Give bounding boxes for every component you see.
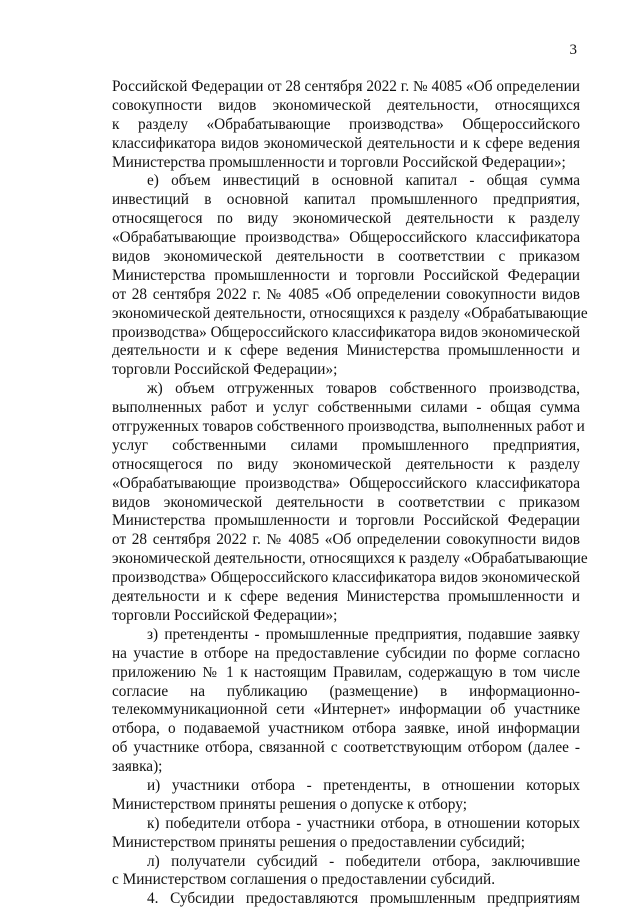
text-line: Министерством приняты решения о допуске к отбору; — [112, 795, 467, 813]
text-line: л) получатели субсидий - победители отбора, заключившие — [147, 852, 580, 870]
text-line: от 28 сентября 2022 г. № 4085 «Об определении совокупности видов — [112, 531, 580, 549]
text-line: з) претенденты - промышленные предприятия, подавшие заявку — [147, 625, 580, 643]
text-line: от 28 сентября 2022 г. № 4085 «Об определении совокупности видов — [112, 285, 580, 303]
paragraph-p-4 — [112, 890, 580, 909]
text-line: видов экономической деятельности в соответствии с приказом — [112, 493, 580, 511]
text-line: «Обрабатывающие производства» Общероссийского классификатора — [112, 229, 580, 247]
paragraph-p-k — [112, 815, 580, 853]
text-line: классификатора видов экономической деятельности и к сфере ведения — [112, 134, 580, 152]
document-body — [112, 78, 588, 909]
text-line: к) победители отбора - участники отбора, в отношении которых — [147, 814, 580, 832]
text-line: услуг собственными силами промышленного предприятия, — [112, 436, 580, 454]
text-line: экономической деятельности, относящихся к разделу «Обрабатывающие — [112, 304, 588, 322]
text-line: телекоммуникационной сети «Интернет» информации об участнике — [112, 701, 580, 719]
text-line: относящегося по виду экономической деятельности к разделу — [112, 210, 580, 228]
text-line: торговли Российской Федерации»; — [112, 606, 338, 624]
paragraph-p-continuation — [112, 78, 580, 172]
text-line: относящегося по виду экономической деятельности к разделу — [112, 455, 580, 473]
text-line: ж) объем отгруженных товаров собственного производства, — [147, 380, 580, 398]
text-line: экономической деятельности, относящихся к разделу «Обрабатывающие — [112, 550, 588, 568]
paragraph-p-zh — [112, 380, 588, 626]
text-line: на участие в отборе на предоставление субсидии по форме согласно — [112, 644, 580, 662]
text-line: об участнике отбора, связанной с соответствующим отбором (далее - — [112, 739, 580, 757]
text-line: заявка); — [112, 758, 163, 776]
text-line: видов экономической деятельности в соответствии с приказом — [112, 248, 580, 266]
paragraph-p-l — [112, 853, 580, 891]
text-line: производства» Общероссийского классификатора видов экономической — [112, 569, 581, 587]
text-line: и) участники отбора - претенденты, в отношении которых — [147, 776, 580, 794]
paragraph-p-z — [112, 626, 580, 777]
page-number: 3 — [569, 42, 577, 58]
text-line: отбора, о подаваемой участником отбора заявке, иной информации — [112, 720, 580, 738]
text-line: согласие на публикацию (размещение) в информационно- — [112, 682, 580, 700]
text-line: Министерством приняты решения о предоставлении субсидий; — [112, 833, 525, 851]
text-line: Министерства промышленности и торговли Российской Федерации»; — [112, 153, 566, 171]
text-line: деятельности и к сфере ведения Министерства промышленности и — [112, 588, 580, 606]
text-line: отгруженных товаров собственного производства, выполненных работ и — [112, 418, 585, 436]
text-line: е) объем инвестиций в основной капитал - общая сумма — [147, 172, 580, 190]
text-line: инвестиций в основной капитал промышленного предприятия, — [112, 191, 580, 209]
text-line: «Обрабатывающие производства» Общероссийского классификатора — [112, 474, 580, 492]
text-line: производства» Общероссийского классификатора видов экономической — [112, 323, 581, 341]
text-line: выполненных работ и услуг собственными силами - общая сумма — [112, 399, 580, 417]
text-line: совокупности видов экономической деятельности, относящихся — [112, 96, 580, 114]
text-line: деятельности и к сфере ведения Министерства промышленности и — [112, 342, 580, 360]
text-line: приложению № 1 к настоящим Правилам, содержащую в том числе — [112, 663, 580, 681]
paragraph-p-e — [112, 172, 588, 380]
text-line: с Министерством соглашения о предоставлении субсидий. — [112, 871, 496, 889]
paragraph-p-i — [112, 777, 580, 815]
text-line: торговли Российской Федерации»; — [112, 361, 338, 379]
text-line: Министерства промышленности и торговли Российской Федерации — [112, 266, 580, 284]
text-line: Министерства промышленности и торговли Российской Федерации — [112, 512, 580, 530]
text-line: Российской Федерации от 28 сентября 2022 г. № 4085 «Об определении — [112, 78, 580, 95]
text-line: к разделу «Обрабатывающие производства» Общероссийского — [112, 115, 580, 133]
text-line: 4. Субсидии предоставляются промышленным предприятиям — [147, 890, 580, 908]
